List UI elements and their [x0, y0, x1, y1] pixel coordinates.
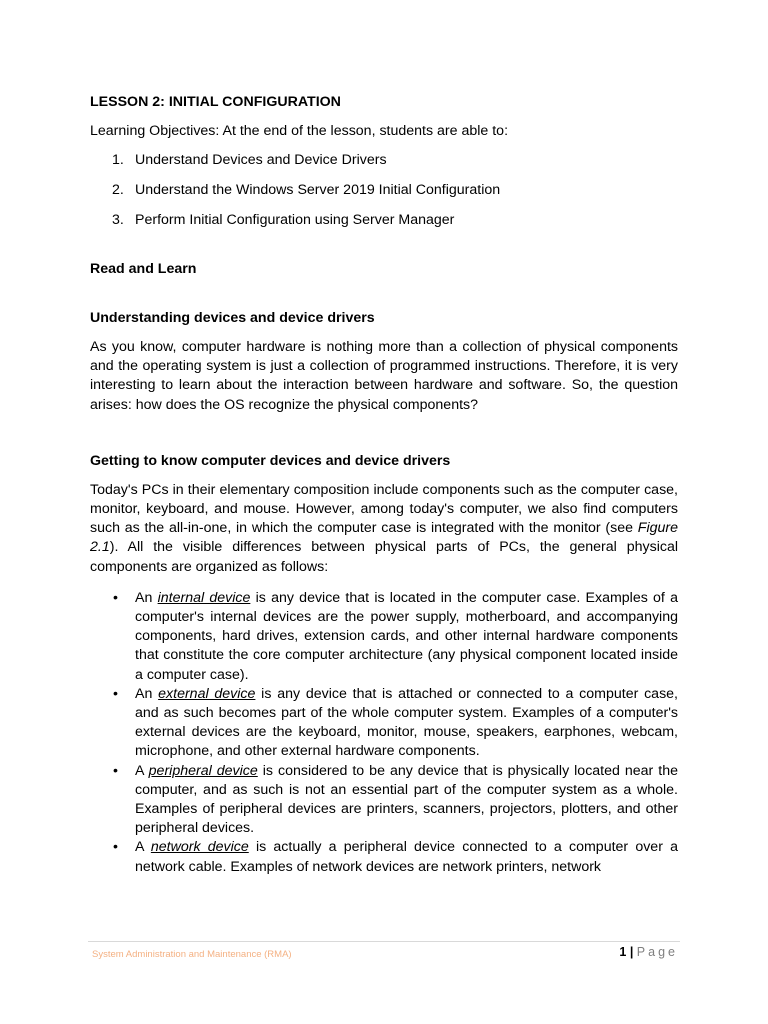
page-number: 1 — [619, 945, 627, 959]
paragraph-text: ). All the visible differences between physical parts of PCs, the general physical components are organized as follows: — [90, 539, 678, 575]
item-text: is any device that is attached or connected to a computer case, and as such becomes part of the whole computer system. Examples of a computer's external devices are the keyboard, monitor, mouse, speakers, earphones, webcam, microphone, and other external hardware components. — [135, 685, 679, 760]
page-label: Page — [636, 945, 678, 959]
lesson-colon: : — [160, 94, 165, 110]
item-text: is considered to be any device that is physically located near the computer, and as such is not an essential part of the computer system as a whole. Examples of peripheral devices are printers, scanners, projectors, plotters, and other peripheral devices. — [135, 762, 678, 837]
section-paragraph-devices: As you know, computer hardware is nothing more than a collection of physical components and the operating system is just a collection of programmed instructions. Therefore, it is very interesting to learn about the interaction between hardware and software. So, the question arises: how does the OS recognize the physical components? — [90, 339, 678, 413]
read-and-learn-heading: Read and Learn — [90, 261, 197, 277]
list-item — [90, 589, 678, 685]
page-separator: | — [626, 945, 637, 959]
section-paragraph-getting-to-know — [90, 481, 678, 577]
lesson-name: INITIAL CONFIGURATION — [164, 94, 341, 110]
objective-number: 2. — [112, 182, 124, 198]
bullet-marker: • — [113, 839, 118, 856]
footer-page-indicator — [619, 945, 678, 959]
figure-reference: Figure 2.1 — [90, 520, 678, 556]
device-types-list — [90, 589, 678, 877]
section-heading-getting-to-know: Getting to know computer devices and device drivers — [90, 452, 451, 469]
term-external-device: external device — [158, 685, 256, 702]
objective-item — [90, 210, 678, 230]
footer-course-name: System Administration and Maintenance (RMA) — [92, 949, 292, 960]
lesson-title — [90, 92, 678, 112]
term-network-device: network device — [150, 839, 249, 856]
page-footer — [88, 941, 680, 960]
list-item — [90, 762, 678, 839]
list-item — [90, 685, 678, 762]
list-item — [90, 838, 678, 876]
bullet-marker: • — [113, 685, 118, 702]
term-peripheral-device: peripheral device — [148, 762, 258, 779]
objective-item — [90, 180, 678, 200]
objectives-intro: Learning Objectives: At the end of the lesson, students are able to: — [90, 123, 509, 139]
objectives-list — [90, 150, 678, 230]
item-prefix: A — [135, 839, 151, 856]
bullet-marker: • — [113, 762, 118, 779]
objective-number: 3. — [112, 212, 124, 228]
item-prefix: An — [135, 685, 159, 702]
section-heading-devices: Understanding devices and device drivers — [90, 310, 375, 326]
item-prefix: An — [135, 589, 158, 606]
objective-number: 1. — [112, 152, 124, 168]
item-text: is actually a peripheral device connected to a computer over a network cable. Examples of network devices are network printers, network — [135, 839, 679, 875]
objective-text: Perform Initial Configuration using Server Manager — [135, 212, 455, 228]
objective-item — [90, 150, 678, 170]
objective-text: Understand the Windows Server 2019 Initial Configuration — [135, 182, 501, 198]
paragraph-text: Today's PCs in their elementary composition include components such as the computer case, monitor, keyboard, and mouse. However, among today's computer, we also find computers such as the all-in-one, in which the computer case is integrated with the monitor (see — [90, 481, 678, 537]
item-text: is any device that is located in the computer case. Examples of a computer's internal devices are the power supply, motherboard, and accompanying components, hard drives, extension cards, and other internal hardware components that constitute the core computer architecture (any physical component located inside a computer case). — [135, 589, 678, 683]
term-internal-device: internal device — [157, 589, 251, 606]
lesson-label: LESSON 2 — [90, 94, 161, 110]
document-page — [90, 92, 678, 877]
item-prefix: A — [135, 762, 149, 779]
bullet-marker: • — [113, 589, 118, 606]
objective-text: Understand Devices and Device Drivers — [135, 152, 387, 168]
